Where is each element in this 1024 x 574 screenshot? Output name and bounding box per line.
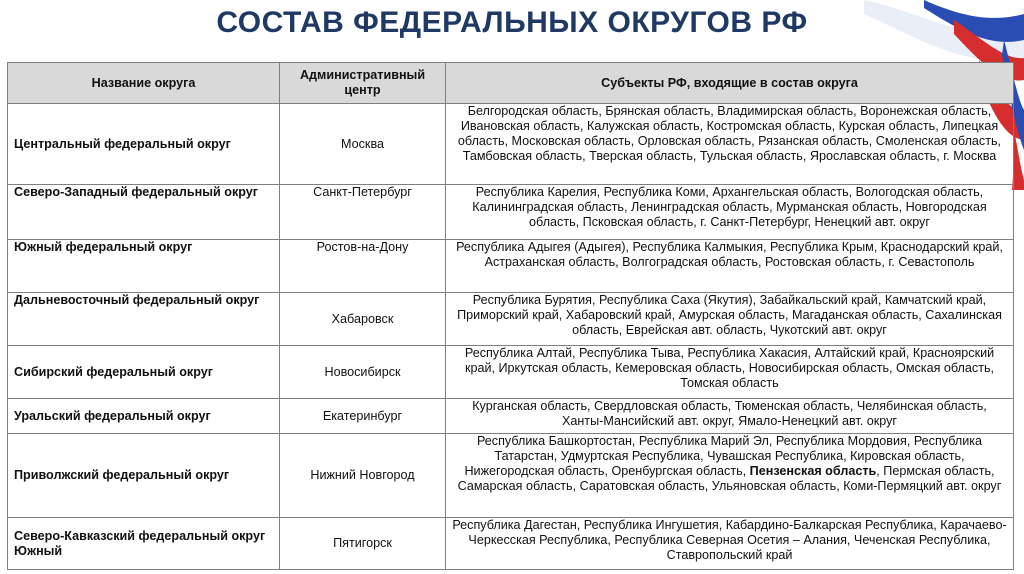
district-name: Южный федеральный округ [8,240,280,293]
district-center: Санкт-Петербург [280,185,446,240]
table-row [8,240,1014,293]
subjects-text: , Пермская область, Самарская область, Саратовская область, Ульяновская область, Коми-Пермяцкий авт. округ [457,464,1002,493]
district-subjects: Курганская область, Свердловская область, Тюменская область, Челябинская область, Ханты-Мансийский авт. округ, Ямало-Ненецкий авт. округ [446,399,1014,434]
district-name: Северо-Кавказский федеральный округ Южный [8,518,280,570]
district-subjects: Республика Карелия, Республика Коми, Архангельская область, Вологодская область, Калининградская область, Ленинградская область, Мурманская область, Новгородская область, Псковская область, г. Санкт-Петербург, Ненецкий авт. округ [446,185,1014,240]
highlighted-subject: Пензенская область [749,464,877,478]
column-header-subjects: Субъекты РФ, входящие в состав округа [446,63,1014,104]
subjects-text: Республика Башкортостан, Республика Марий Эл, Республика Мордовия, Республика Татарстан, Удмуртская Республика, Чувашская Республика, Кировская область, Нижегородская область, Оренбургская область, [464,434,983,478]
district-name: Северо-Западный федеральный округ [8,185,280,240]
table-row [8,104,1014,185]
district-center: Новосибирск [280,346,446,399]
table-row [8,518,1014,570]
district-name: Приволжский федеральный округ [8,434,280,518]
district-subjects: Республика Алтай, Республика Тыва, Республика Хакасия, Алтайский край, Красноярский край, Иркутская область, Кемеровская область, Новосибирская область, Омская область, Томская область [446,346,1014,399]
table-row [8,399,1014,434]
district-name: Центральный федеральный округ [8,104,280,185]
column-header-name: Название округа [8,63,280,104]
table-row [8,185,1014,240]
federal-districts-table [7,62,1014,570]
district-center: Ростов-на-Дону [280,240,446,293]
district-center: Нижний Новгород [280,434,446,518]
table-row [8,293,1014,346]
district-name: Дальневосточный федеральный округ [8,293,280,346]
district-center: Пятигорск [280,518,446,570]
table-row [8,346,1014,399]
table-row [8,434,1014,518]
district-subjects: Республика Дагестан, Республика Ингушетия, Кабардино-Балкарская Республика, Карачаево-Черкесская Республика, Республика Северная Осетия – Алания, Чеченская Республика, Ставропольский край [446,518,1014,570]
district-center: Москва [280,104,446,185]
district-center: Хабаровск [280,293,446,346]
district-name: Уральский федеральный округ [8,399,280,434]
table-header-row [8,63,1014,104]
district-subjects: Белгородская область, Брянская область, Владимирская область, Воронежская область, Ивановская область, Калужская область, Костромская область, Курская область, Липецкая область, Московская область, Орловская область, Рязанская область, Смоленская область, Тамбовская область, Тверская область, Тульская область, Ярославская область, г. Москва [446,104,1014,185]
district-subjects: Республика Адыгея (Адыгея), Республика Калмыкия, Республика Крым, Краснодарский край, Астраханская область, Волгоградская область, Ростовская область, г. Севастополь [446,240,1014,293]
district-center: Екатеринбург [280,399,446,434]
district-name: Сибирский федеральный округ [8,346,280,399]
district-subjects [446,434,1014,518]
page-title: СОСТАВ ФЕДЕРАЛЬНЫХ ОКРУГОВ РФ [216,6,808,39]
column-header-center: Административный центр [280,63,446,104]
district-subjects: Республика Бурятия, Республика Саха (Якутия), Забайкальский край, Камчатский край, Приморский край, Хабаровский край, Амурская область, Магаданская область, Сахалинская область, Еврейская авт. область, Чукотский авт. округ [446,293,1014,346]
